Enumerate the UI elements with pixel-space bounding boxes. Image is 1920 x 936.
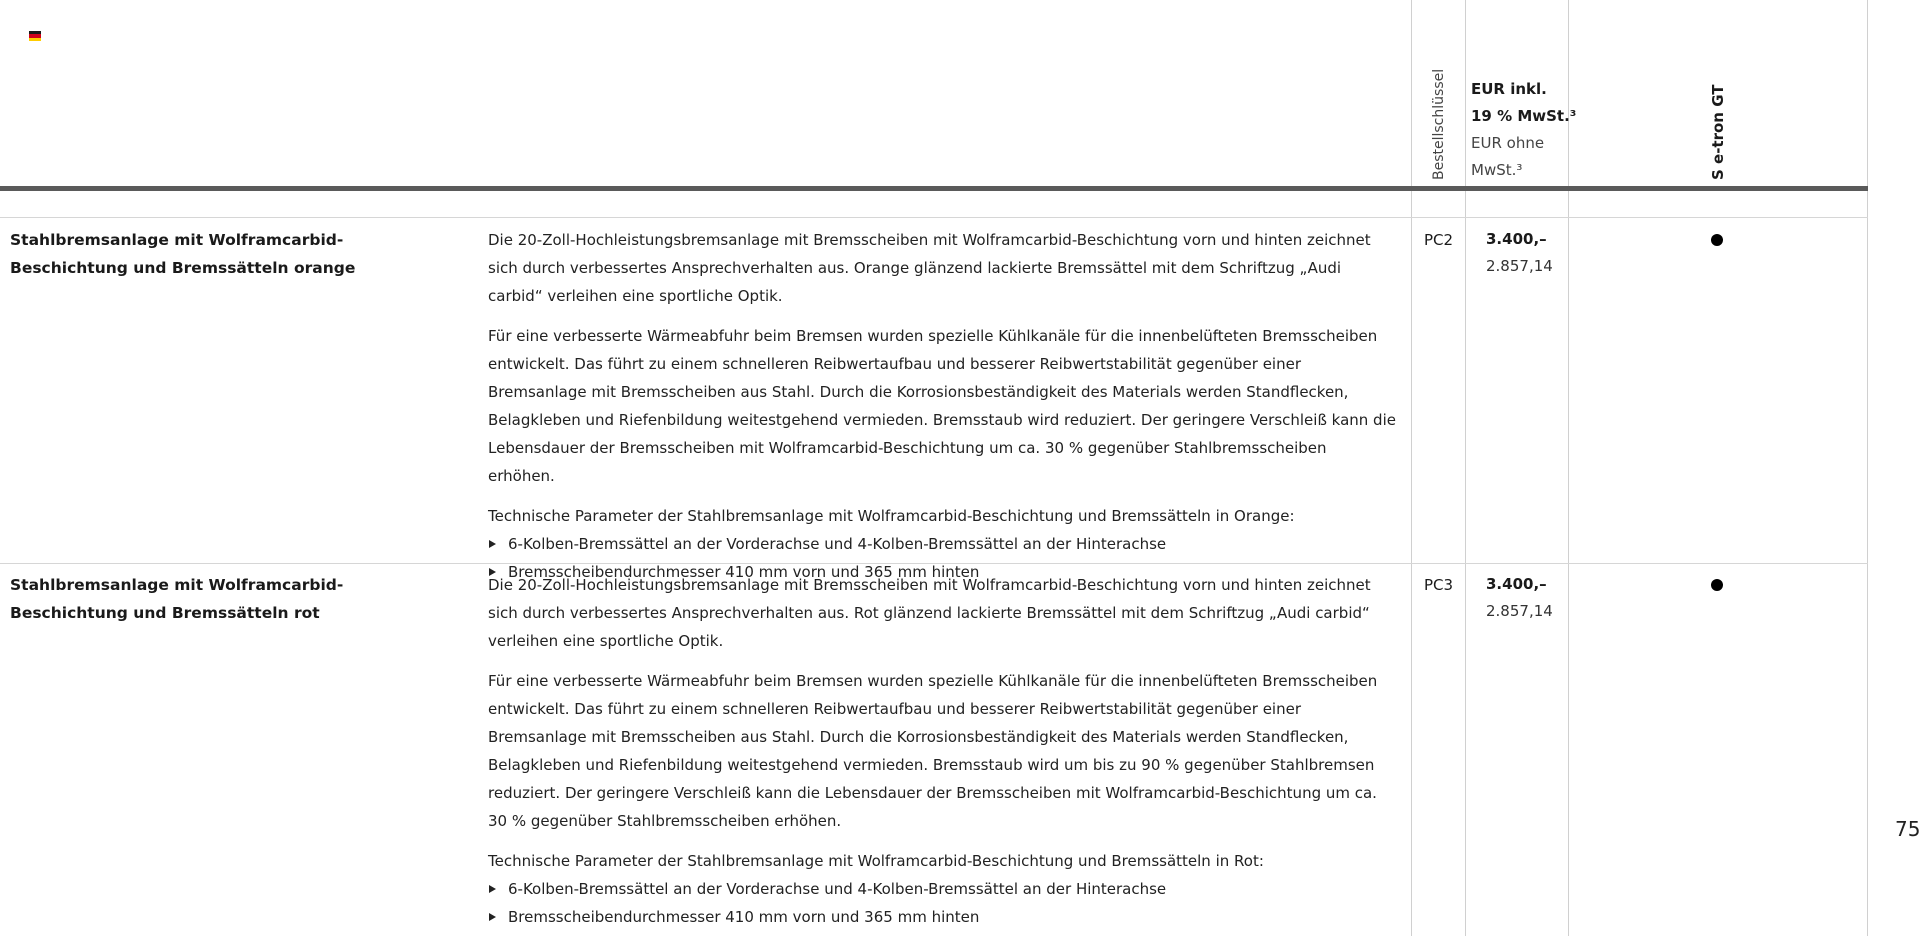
option-description [488,571,1398,931]
description-paragraph: Für eine verbesserte Wärmeabfuhr beim Bremsen wurden spezielle Kühlkanäle für die innenbelüfteten Bremsscheiben entwickelt. Das führt zu einem schnelleren Reibwertaufbau und besserer Reibwertstabilität gegenüber einer Bremsanlage mit Bremsscheiben aus Stahl. Durch die Korrosionsbeständigkeit des Materials werden Standflecken, Belagkleben und Riefenbildung weitestgehend vermieden. Bremsstaub wird reduziert. Der geringere Verschleiß kann die Lebensdauer der Bremsscheiben mit Wolframcarbid-Beschichtung um ca. 30 % gegenüber Stahlbremsscheiben erhöhen. [488,327,1396,485]
standard-availability-dot-icon [1711,579,1723,591]
german-flag-icon [29,31,41,41]
order-code: PC3 [1424,576,1454,594]
order-key-header: Bestellschlüssel [1431,68,1447,180]
description-paragraph: Die 20-Zoll-Hochleistungsbremsanlage mit Bremsscheiben mit Wolframcarbid-Beschichtung vorn und hinten zeichnet sich durch verbessertes Ansprechverhalten aus. Orange glänzend lackierte Bremssättel mit dem Schriftzug „Audi carbid“ verleihen eine sportliche Optik. [488,231,1371,305]
header-rule [0,186,1868,191]
row-divider [0,217,1868,218]
price [1486,571,1553,625]
column-divider [1465,0,1466,936]
price-excl-header: EUR ohne [1471,134,1545,152]
price-incl-header: EUR inkl. [1471,80,1547,98]
price-excl-vat-header: MwSt.³ [1471,161,1523,179]
price-excl-vat: 2.857,14 [1486,602,1553,620]
price-incl-vat: 3.400,– [1486,575,1547,593]
list-item: 6-Kolben-Bremssättel an der Vorderachse und 4-Kolben-Bremssättel an der Hinterachse [488,530,1398,558]
option-title: Stahlbremsanlage mit Wolframcarbid-Beschichtung und Bremssätteln rot [10,576,344,622]
option-description [488,226,1398,586]
page-number: 75 [1895,817,1920,841]
tech-params-list [488,875,1398,931]
list-item: Bremsscheibendurchmesser 410 mm vorn und 365 mm hinten [488,903,1398,931]
option-title: Stahlbremsanlage mit Wolframcarbid-Beschichtung und Bremssätteln orange [10,231,356,277]
price-incl-vat: 3.400,– [1486,230,1547,248]
tech-params-intro: Technische Parameter der Stahlbremsanlage mit Wolframcarbid-Beschichtung und Bremssätteln in Rot: [488,852,1264,870]
description-paragraph: Die 20-Zoll-Hochleistungsbremsanlage mit Bremsscheiben mit Wolframcarbid-Beschichtung vorn und hinten zeichnet sich durch verbessertes Ansprechverhalten aus. Rot glänzend lackierte Bremssättel mit dem Schriftzug „Audi carbid“ verleihen eine sportliche Optik. [488,576,1371,650]
price-incl-vat-header: 19 % MwSt.³ [1471,107,1577,125]
description-paragraph: Für eine verbesserte Wärmeabfuhr beim Bremsen wurden spezielle Kühlkanäle für die innenbelüfteten Bremsscheiben entwickelt. Das führt zu einem schnelleren Reibwertaufbau und besserer Reibwertstabilität gegenüber einer Bremsanlage mit Bremsscheiben aus Stahl. Durch die Korrosionsbeständigkeit des Materials werden Standflecken, Belagkleben und Riefenbildung weitestgehend vermieden. Bremsstaub wird um bis zu 90 % gegenüber Stahlbremsen reduziert. Der geringere Verschleiß kann die Lebensdauer der Bremsscheiben mit Wolframcarbid-Beschichtung um ca. 30 % gegenüber Stahlbremsscheiben erhöhen. [488,672,1378,830]
price [1486,226,1553,280]
list-item: Bremsscheibendurchmesser 410 mm vorn und 365 mm hinten [488,558,1398,586]
price-excl-vat: 2.857,14 [1486,257,1553,275]
list-item: 6-Kolben-Bremssättel an der Vorderachse und 4-Kolben-Bremssättel an der Hinterachse [488,875,1398,903]
tech-params-intro: Technische Parameter der Stahlbremsanlage mit Wolframcarbid-Beschichtung und Bremssätteln in Orange: [488,507,1295,525]
order-code: PC2 [1424,231,1454,249]
standard-availability-dot-icon [1711,234,1723,246]
column-divider [1411,0,1412,936]
model-header: S e-tron GT [1709,84,1727,180]
flag-stripe-gold [29,38,41,41]
price-header [1471,76,1576,184]
column-divider [1867,0,1868,936]
